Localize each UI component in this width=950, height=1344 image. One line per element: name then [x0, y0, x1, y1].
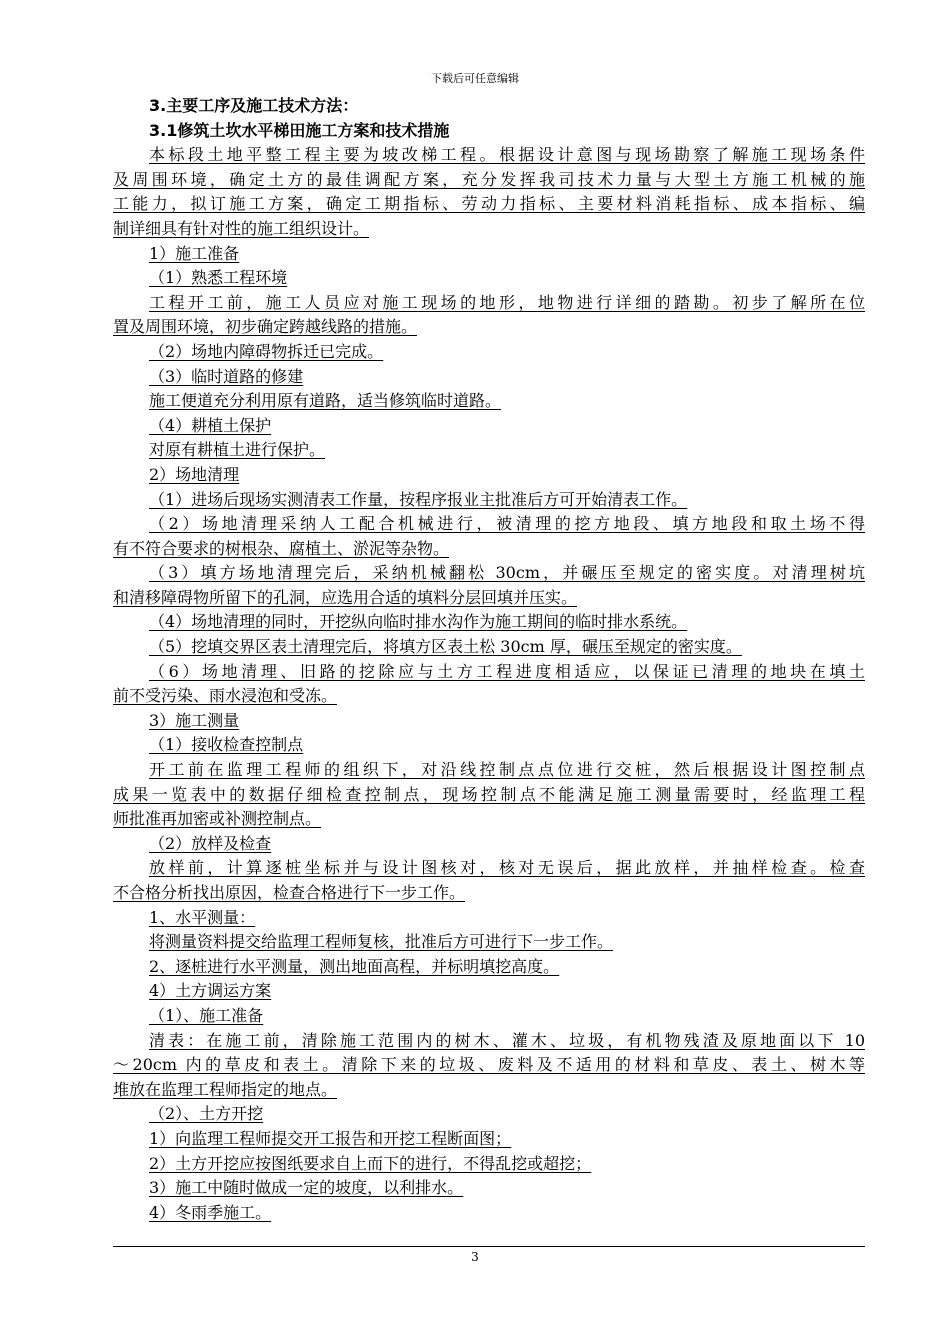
body-text: （4）耕植土保护 [149, 415, 272, 435]
body-text: （4）场地清理的同时，开挖纵向临时排水沟作为施工期间的临时排水系统。 [149, 612, 688, 632]
body-text-line [113, 168, 865, 193]
body-text-line [113, 463, 865, 488]
body-text-line [113, 217, 865, 242]
footer-rule [113, 1246, 865, 1247]
body-text-line [113, 512, 865, 537]
body-text-line [113, 955, 865, 980]
body-text-line [113, 635, 865, 660]
body-text-line [113, 979, 865, 1004]
section-heading-3: 3.主要工序及施工技术方法： [149, 96, 359, 115]
page-header: 下载后可任意编辑 [431, 72, 519, 85]
body-text-line [113, 143, 865, 168]
body-text: 堆放在监理工程师指定的地点。 [113, 1079, 338, 1099]
body-text: 2、逐桩进行水平测量，测出地面高程，并标明填挖高度。 [149, 956, 560, 976]
body-text: 及周围环境，确定土方的最佳调配方案，充分发挥我司技术力量与大型土方施工机械的施 [113, 169, 865, 189]
body-text: 前不受污染、雨水浸泡和受冻。 [113, 686, 338, 706]
body-text-line [113, 930, 865, 955]
body-text: （1）、施工准备 [149, 1005, 264, 1025]
body-text: 本标段土地平整工程主要为坡改梯工程。根据设计意图与现场勘察了解施工现场条件 [149, 145, 865, 165]
body-text: 置及周围环境，初步确定跨越线路的措施。 [113, 317, 418, 337]
body-text-line [113, 856, 865, 881]
body-text-line [113, 1053, 865, 1078]
body-text-line [113, 1127, 865, 1152]
body-text: 2）场地清理 [149, 464, 240, 484]
body-text: 1）施工准备 [149, 243, 240, 263]
body-text: 和清移障碍物所留下的孔洞，应选用合适的填料分层回填并压实。 [113, 587, 578, 607]
body-text: （2）、土方开挖 [149, 1104, 264, 1124]
body-text-line [113, 783, 865, 808]
body-text: 工程开工前，施工人员应对施工现场的地形，地物进行详细的踏勘。初步了解所在位 [149, 292, 865, 312]
body-text-line [113, 340, 865, 365]
body-text-line [113, 242, 865, 267]
body-text-line [113, 758, 865, 783]
body-text: 1）向监理工程师提交开工报告和开挖工程断面图； [149, 1128, 512, 1148]
body-text-line [113, 586, 865, 611]
body-text-line [113, 1029, 865, 1054]
body-text-line [113, 315, 865, 340]
body-text: （3）临时道路的修建 [149, 366, 304, 386]
body-text: 1、水平测量： [149, 907, 256, 927]
body-text: （2）场地清理采纳人工配合机械进行，被清理的挖方地段、填方地段和取土场不得 [149, 514, 865, 534]
body-text-line [113, 438, 865, 463]
body-text: 不合格分析找出原因，检查合格进行下一步工作。 [113, 883, 466, 902]
body-text-line [113, 709, 865, 734]
body-text: 将测量资料提交给监理工程师复核，批准后方可进行下一步工作。 [149, 932, 614, 952]
body-text: 开工前在监理工程师的组织下，对沿线控制点点位进行交桩，然后根据设计图控制点 [149, 760, 865, 780]
body-text-line [113, 684, 865, 709]
body-text-line [113, 291, 865, 316]
body-text: 清表：在施工前，清除施工范围内的树木、灌木、垃圾，有机物残渣及原地面以下 10 [149, 1030, 865, 1050]
body-text: ～20cm 内的草皮和表土。清除下来的垃圾、废料及不适用的材料和草皮、表土、树木等 [113, 1055, 865, 1075]
body-text-line [113, 1201, 865, 1226]
body-text-line [113, 906, 865, 931]
body-text: 对原有耕植土进行保护。 [149, 440, 326, 460]
body-text: 成果一览表中的数据仔细检查控制点，现场控制点不能满足施工测量需要时，经监理工程 [113, 784, 865, 804]
body-text: （1）进场后现场实测清表工作量，按程序报业主批准后方可开始清表工作。 [149, 489, 688, 509]
body-text-line [113, 389, 865, 414]
body-text: （1）接收检查控制点 [149, 735, 304, 755]
body-text-line [113, 537, 865, 562]
body-text-line [113, 660, 865, 685]
document-body [113, 94, 865, 1225]
body-text: 3）施工测量 [149, 710, 240, 730]
body-text: 4）土方调运方案 [149, 981, 272, 1001]
body-text-line [113, 881, 865, 906]
section-heading-3-1: 3.1修筑土坎水平梯田施工方案和技术措施 [149, 120, 450, 140]
body-text: 3）施工中随时做成一定的坡度，以利排水。 [149, 1178, 464, 1198]
body-text: 施工便道充分利用原有道路，适当修筑临时道路。 [149, 391, 502, 411]
body-text: 4）冬雨季施工。 [149, 1202, 272, 1222]
body-text: 师批准再加密或补测控制点。 [113, 809, 322, 829]
body-text-line [113, 561, 865, 586]
body-text-line [113, 1152, 865, 1177]
body-text: （2）场地内障碍物拆迁已完成。 [149, 341, 384, 361]
body-text: （3）填方场地清理完后，采纳机械翻松 30cm，并碾压至规定的密实度。对清理树坑 [149, 563, 865, 583]
body-text: 有不符合要求的树根杂、腐植土、淤泥等杂物。 [113, 538, 450, 558]
body-text-line [113, 1176, 865, 1201]
body-text: （6）场地清理、旧路的挖除应与土方工程进度相适应，以保证已清理的地块在填土 [149, 661, 865, 681]
body-text: 制详细具有针对性的施工组织设计。 [113, 218, 370, 238]
body-text-line [113, 610, 865, 635]
body-text-line [113, 192, 865, 217]
body-text-line [113, 266, 865, 291]
body-text-line [113, 807, 865, 832]
body-text-line [113, 832, 865, 857]
body-text-line [113, 1004, 865, 1029]
body-text: （5）挖填交界区表土清理完后，将填方区表土松 30cm 厚，碾压至规定的密实度。 [149, 637, 742, 657]
body-text-line [113, 365, 865, 390]
body-text: 放样前，计算逐桩坐标并与设计图核对，核对无误后，据此放样，并抽样检查。检查 [149, 858, 865, 878]
page-number: 3 [471, 1250, 479, 1264]
body-text-line [113, 488, 865, 513]
body-text-line [113, 1102, 865, 1127]
body-text: （1）熟悉工程环境 [149, 268, 288, 288]
body-text: 工能力，拟订施工方案，确定工期指标、劳动力指标、主要材料消耗指标、成本指标、编 [113, 194, 865, 214]
body-text-line [113, 733, 865, 758]
body-text: （2）放样及检查 [149, 833, 272, 853]
body-text-line [113, 414, 865, 439]
body-text: 2）土方开挖应按图纸要求自上而下的进行，不得乱挖或超挖； [149, 1153, 592, 1173]
body-text-line [113, 1078, 865, 1103]
